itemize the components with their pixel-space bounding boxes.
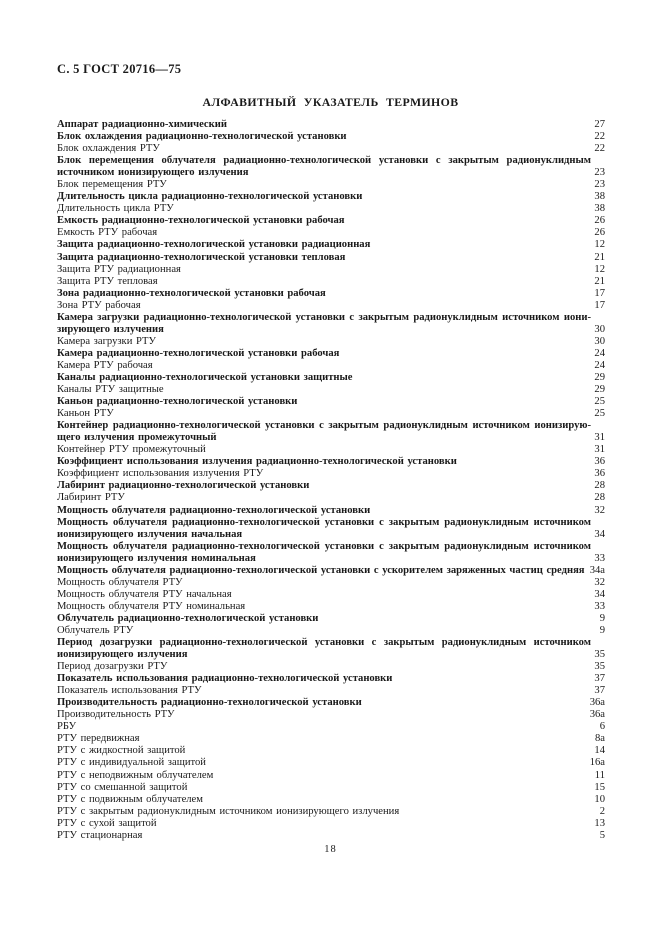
term-text: Контейнер радиационно-технологической установки с закрытым радионуклидным источником ионизирующего излучения промежуточный (57, 420, 591, 444)
term-page-number: 10 (590, 794, 605, 806)
term-page-number: 11 (591, 770, 605, 782)
term-text: Каньон РТУ (57, 408, 114, 420)
index-entry (57, 336, 605, 348)
term-page-number: 31 (590, 444, 605, 456)
term-text: Блок перемещения облучателя радиационно-технологической установки с закрытым радионуклидным источником ионизирующего излучения (57, 155, 591, 179)
index-entry (57, 384, 605, 396)
term-text: Период дозагрузки РТУ (57, 661, 168, 673)
term-page-number: 25 (590, 396, 605, 408)
term-text: Производительность РТУ (57, 709, 175, 721)
term-text: Коэффициент использования излучения РТУ (57, 468, 264, 480)
term-text: Мощность облучателя радиационно-технологической установки с закрытым радионуклидным источником ионизирующего излучения начальная (57, 516, 591, 540)
term-page-number: 38 (590, 191, 605, 203)
term-page-number: 17 (590, 300, 605, 312)
term-page-number: 34 (590, 589, 605, 601)
term-page-number: 31 (590, 432, 605, 444)
index-entry (57, 143, 605, 155)
term-text: Защита РТУ тепловая (57, 275, 158, 287)
term-page-number: 33 (590, 601, 605, 613)
term-page-number: 22 (590, 131, 605, 143)
term-page-number: 36а (586, 709, 605, 721)
index-entry (57, 721, 605, 733)
index-entry (57, 372, 605, 384)
term-text: Зона РТУ рабочая (57, 299, 141, 311)
term-page-number: 29 (590, 384, 605, 396)
term-text: Коэффициент использования излучения радиационно-технологической установки (57, 456, 457, 468)
term-text: Показатель использования радиационно-технологической установки (57, 673, 393, 685)
term-page-number: 29 (590, 372, 605, 384)
term-page-number: 36 (590, 456, 605, 468)
term-page-number: 35 (590, 661, 605, 673)
index-entry (57, 601, 605, 613)
index-entry (57, 456, 605, 468)
index-entry (57, 276, 605, 288)
term-page-number: 2 (596, 806, 605, 818)
term-page-number: 9 (596, 625, 605, 637)
term-page-number: 34 (590, 529, 605, 541)
term-text: Мощность облучателя радиационно-технологической установки (57, 504, 371, 516)
term-text: Длительность цикла РТУ (57, 203, 174, 215)
term-text: Облучатель радиационно-технологической установки (57, 612, 319, 624)
term-text: РТУ стационарная (57, 829, 143, 841)
index-entry (57, 505, 605, 517)
index-entry (57, 745, 605, 757)
index-entry (57, 264, 605, 276)
index-entry (57, 757, 605, 769)
term-page-number: 30 (590, 324, 605, 336)
term-text: Мощность облучателя радиационно-технологической установки с ускорителем заряженных частиц средняя (57, 564, 585, 576)
term-text: Аппарат радиационно-химический (57, 119, 227, 130)
term-page-number: 15 (590, 782, 605, 794)
term-page-number: 6 (596, 721, 605, 733)
term-page-number: 12 (590, 239, 605, 251)
index-entry (57, 468, 605, 480)
index-entry (57, 312, 605, 336)
term-text: Лабиринт РТУ (57, 492, 125, 504)
term-page-number: 21 (590, 276, 605, 288)
term-text: Блок перемещения РТУ (57, 179, 167, 191)
term-page-number: 33 (590, 553, 605, 565)
term-text: Камера РТУ рабочая (57, 359, 153, 371)
term-text: Защита радиационно-технологической установки радиационная (57, 239, 371, 251)
term-page-number: 13 (590, 818, 605, 830)
term-page-number: 35 (590, 649, 605, 661)
index-entry (57, 215, 605, 227)
index-entry (57, 155, 605, 179)
term-text: Защита РТУ радиационная (57, 263, 181, 275)
term-text: РТУ с подвижным облучателем (57, 793, 203, 805)
index-entry (57, 565, 605, 577)
term-text: Контейнер РТУ промежуточный (57, 444, 206, 456)
term-text: РТУ с сухой защитой (57, 817, 157, 829)
term-page-number: 24 (590, 348, 605, 360)
term-text: Лабиринт радиационно-технологической установки (57, 480, 310, 492)
document-header: С. 5 ГОСТ 20716—75 (57, 62, 182, 76)
index-entry (57, 252, 605, 264)
index-entry (57, 420, 605, 444)
term-text: РТУ с жидкостной защитой (57, 745, 186, 757)
term-page-number: 24 (590, 360, 605, 372)
index-entry (57, 480, 605, 492)
index-entry (57, 203, 605, 215)
term-text: Емкость РТУ рабочая (57, 227, 158, 239)
term-text: Блок охлаждения радиационно-технологической установки (57, 131, 347, 143)
term-text: Период дозагрузки радиационно-технологической установки с закрытым радионуклидным источником ионизирующего излучения (57, 637, 591, 661)
term-page-number: 12 (590, 264, 605, 276)
term-text: РТУ с неподвижным облучателем (57, 769, 214, 781)
index-entries (57, 119, 605, 842)
term-text: Блок охлаждения РТУ (57, 143, 160, 155)
term-page-number: 9 (596, 613, 605, 625)
index-entry (57, 637, 605, 661)
term-text: Камера радиационно-технологической установки рабочая (57, 347, 340, 359)
term-page-number: 22 (590, 143, 605, 155)
term-text: РТУ со смешанной защитой (57, 781, 188, 793)
term-page-number: 34а (586, 565, 605, 577)
index-entry (57, 179, 605, 191)
term-text: Мощность облучателя РТУ (57, 576, 183, 588)
index-entry (57, 661, 605, 673)
term-page-number: 36а (586, 697, 605, 709)
index-entry (57, 625, 605, 637)
index-entry (57, 300, 605, 312)
index-entry (57, 673, 605, 685)
term-text: Камера загрузки радиационно-технологической установки с закрытым радионуклидным источником ионизирующего излучения (57, 311, 591, 335)
term-text: Каньон радиационно-технологической установки (57, 396, 298, 408)
term-text: Длительность цикла радиационно-технологической установки (57, 191, 363, 203)
term-page-number: 23 (590, 167, 605, 179)
index-entry (57, 408, 605, 420)
index-entry (57, 770, 605, 782)
term-page-number: 32 (590, 505, 605, 517)
term-page-number: 30 (590, 336, 605, 348)
term-text: Облучатель РТУ (57, 624, 134, 636)
index-entry (57, 348, 605, 360)
term-text: Показатель использования РТУ (57, 685, 202, 697)
index-entry (57, 733, 605, 745)
index-entry (57, 396, 605, 408)
term-page-number: 36 (590, 468, 605, 480)
index-entry (57, 492, 605, 504)
index-entry (57, 782, 605, 794)
term-page-number: 32 (590, 577, 605, 589)
term-text: Каналы радиационно-технологической установки защитные (57, 371, 353, 383)
term-page-number: 14 (590, 745, 605, 757)
index-entry (57, 577, 605, 589)
index-entry (57, 360, 605, 372)
index-entry (57, 685, 605, 697)
term-page-number: 26 (590, 227, 605, 239)
index-entry (57, 131, 605, 143)
term-page-number: 37 (590, 685, 605, 697)
index-entry (57, 806, 605, 818)
index-entry (57, 613, 605, 625)
term-text: Мощность облучателя РТУ номинальная (57, 600, 246, 612)
term-text: РТУ с закрытым радионуклидным источником ионизирующего излучения (57, 805, 400, 817)
index-entry (57, 517, 605, 541)
index-entry (57, 697, 605, 709)
term-text: РТУ передвижная (57, 733, 140, 745)
term-text: Камера загрузки РТУ (57, 335, 157, 347)
term-text: Производительность радиационно-технологической установки (57, 697, 362, 709)
term-page-number: 16а (586, 757, 605, 769)
term-page-number: 8а (591, 733, 605, 745)
term-page-number: 38 (590, 203, 605, 215)
index-entry (57, 589, 605, 601)
term-page-number: 21 (590, 252, 605, 264)
index-entry (57, 191, 605, 203)
index-entry (57, 709, 605, 721)
term-page-number: 28 (590, 492, 605, 504)
term-page-number: 27 (590, 119, 605, 131)
term-page-number: 28 (590, 480, 605, 492)
index-entry (57, 288, 605, 300)
index-entry (57, 444, 605, 456)
index-entry (57, 830, 605, 842)
term-page-number: 23 (590, 179, 605, 191)
term-text: РБУ (57, 721, 77, 733)
term-text: Емкость радиационно-технологической установки рабочая (57, 215, 345, 227)
term-page-number: 5 (596, 830, 605, 842)
term-text: Мощность облучателя радиационно-технологической установки с закрытым радионуклидным источником ионизирующего излучения номинальная (57, 540, 591, 564)
term-page-number: 17 (590, 288, 605, 300)
term-text: Защита радиационно-технологической установки тепловая (57, 251, 346, 263)
index-entry (57, 541, 605, 565)
index-entry (57, 794, 605, 806)
page-number: 18 (324, 844, 337, 855)
index-entry (57, 227, 605, 239)
index-entry (57, 239, 605, 251)
page-title: АЛФАВИТНЫЙ УКАЗАТЕЛЬ ТЕРМИНОВ (202, 95, 459, 109)
term-page-number: 37 (590, 673, 605, 685)
term-text: Каналы РТУ защитные (57, 384, 164, 396)
term-text: Зона радиационно-технологической установки рабочая (57, 287, 326, 299)
term-page-number: 26 (590, 215, 605, 227)
term-text: РТУ с индивидуальной защитой (57, 757, 206, 769)
index-entry (57, 818, 605, 830)
term-page-number: 25 (590, 408, 605, 420)
index-entry (57, 119, 605, 131)
term-text: Мощность облучателя РТУ начальная (57, 588, 232, 600)
